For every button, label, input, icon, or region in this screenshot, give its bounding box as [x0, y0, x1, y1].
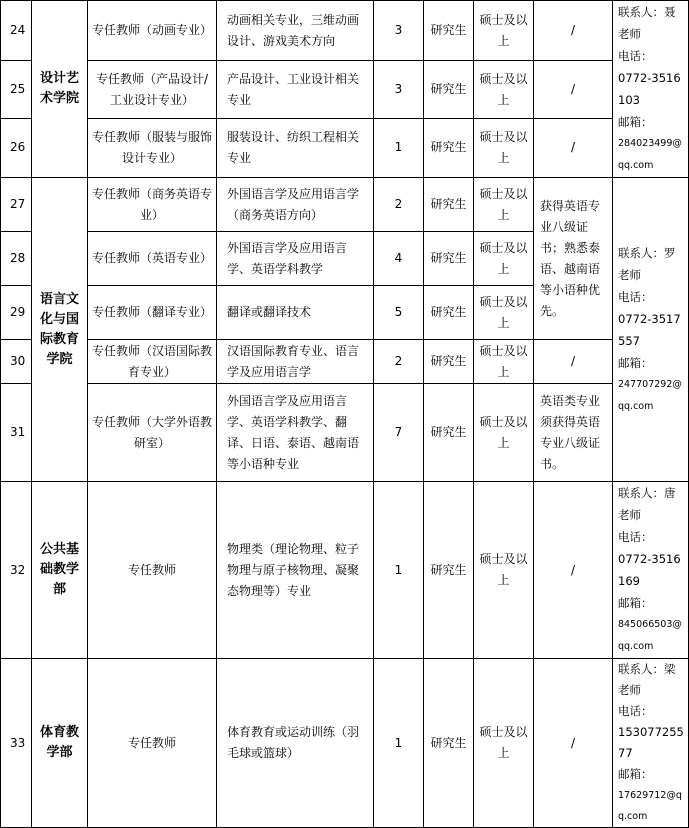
count-cell: 1 [374, 482, 424, 659]
contact-cell [613, 482, 689, 659]
contact-cell [613, 178, 689, 482]
row-number: 29 [1, 286, 32, 340]
row-number: 30 [1, 340, 32, 384]
row-number: 27 [1, 178, 32, 232]
degree-cell: 硕士及以上 [474, 178, 534, 232]
table-row [1, 178, 689, 232]
requirement-cell: / [534, 118, 613, 177]
table-row [1, 482, 689, 659]
phone-label: 电话： [618, 49, 653, 63]
position-cell: 专任教师 [88, 482, 217, 659]
education-cell: 研究生 [424, 178, 474, 232]
count-cell: 4 [374, 232, 424, 286]
row-number: 25 [1, 61, 32, 118]
education-cell: 研究生 [424, 659, 474, 828]
table-row [1, 118, 689, 177]
email-address: 845066503@qq.com [618, 619, 682, 652]
contact-person: 联系人：聂老师 [618, 5, 676, 41]
row-number: 28 [1, 232, 32, 286]
major-cell: 外国语言学及应用语言学（商务英语方向） [217, 178, 374, 232]
education-cell: 研究生 [424, 340, 474, 384]
contact-person: 联系人：梁老师 [618, 662, 676, 697]
table-row [1, 340, 689, 384]
position-cell: 专任教师（动画专业） [88, 1, 217, 61]
phone-label: 电话： [618, 289, 653, 304]
degree-cell: 硕士及以上 [474, 61, 534, 118]
education-cell: 研究生 [424, 118, 474, 177]
count-cell: 1 [374, 659, 424, 828]
phone-number: 0772-3517557 [618, 311, 681, 348]
email-address: 247707292@qq.com [618, 378, 682, 412]
position-cell: 专任教师 [88, 659, 217, 828]
count-cell: 7 [374, 384, 424, 482]
phone-label: 电话： [618, 530, 653, 544]
education-cell: 研究生 [424, 1, 474, 61]
table-row [1, 659, 689, 828]
cut-off-text-strip [0, 701, 689, 706]
major-cell: 物理类（理论物理、粒子物理与原子核物理、凝聚态物理等）专业 [217, 482, 374, 659]
education-cell: 研究生 [424, 286, 474, 340]
requirement-cell: / [534, 340, 613, 384]
count-cell: 2 [374, 340, 424, 384]
phone-number: 15307725577 [618, 725, 684, 760]
contact-cell [613, 1, 689, 178]
requirement-cell: / [534, 1, 613, 61]
degree-cell: 硕士及以上 [474, 286, 534, 340]
position-cell: 专任教师（翻译专业） [88, 286, 217, 340]
position-cell: 专任教师（产品设计/工业设计专业） [88, 61, 217, 118]
education-cell: 研究生 [424, 384, 474, 482]
row-number: 31 [1, 384, 32, 482]
count-cell: 1 [374, 118, 424, 177]
education-cell: 研究生 [424, 61, 474, 118]
table-row [1, 384, 689, 482]
major-cell: 外国语言学及应用语言学、英语学科教学 [217, 232, 374, 286]
email-label: 邮箱： [618, 596, 653, 610]
row-number: 24 [1, 1, 32, 61]
department-cell: 公共基础教学部 [32, 482, 88, 659]
phone-number: 0772-3516103 [618, 71, 681, 107]
degree-cell: 硕士及以上 [474, 118, 534, 177]
email-label: 邮箱： [618, 767, 653, 781]
email-address: 284023499@qq.com [618, 138, 682, 171]
degree-cell: 硕士及以上 [474, 232, 534, 286]
table-row [1, 61, 689, 118]
education-cell: 研究生 [424, 232, 474, 286]
requirement-cell: / [534, 61, 613, 118]
row-number: 26 [1, 118, 32, 177]
position-cell: 专任教师（服装与服饰设计专业） [88, 118, 217, 177]
row-number: 32 [1, 482, 32, 659]
count-cell: 5 [374, 286, 424, 340]
requirement-cell: 获得英语专业八级证书；熟悉泰语、越南语等小语种优先。 [534, 178, 613, 340]
degree-cell: 硕士及以上 [474, 482, 534, 659]
position-cell: 专任教师（大学外语教研室） [88, 384, 217, 482]
degree-cell: 硕士及以上 [474, 340, 534, 384]
major-cell: 产品设计、工业设计相关专业 [217, 61, 374, 118]
contact-person: 联系人：罗老师 [618, 245, 676, 282]
email-label: 邮箱： [618, 115, 653, 129]
contact-person: 联系人：唐老师 [618, 486, 676, 522]
position-cell: 专任教师（英语专业） [88, 232, 217, 286]
position-cell: 专任教师（商务英语专业） [88, 178, 217, 232]
contact-cell [613, 659, 689, 828]
email-label: 邮箱： [618, 355, 653, 370]
row-number: 33 [1, 659, 32, 828]
phone-number: 0772-3516169 [618, 552, 681, 588]
position-cell: 专任教师（汉语国际教育专业） [88, 340, 217, 384]
major-cell: 外国语言学及应用语言学、英语学科教学、翻译、日语、泰语、越南语等小语种专业 [217, 384, 374, 482]
major-cell: 体育教育或运动训练（羽毛球或篮球） [217, 659, 374, 828]
major-cell: 动画相关专业，三维动画设计、游戏美术方向 [217, 1, 374, 61]
major-cell: 服装设计、纺织工程相关专业 [217, 118, 374, 177]
count-cell: 3 [374, 61, 424, 118]
count-cell: 3 [374, 1, 424, 61]
department-cell: 语言文化与国际教育学院 [32, 178, 88, 482]
degree-cell: 硕士及以上 [474, 1, 534, 61]
degree-cell: 硕士及以上 [474, 384, 534, 482]
requirement-cell: / [534, 659, 613, 828]
requirement-cell: 英语类专业须获得英语专业八级证书。 [534, 384, 613, 482]
email-address: 17629712@qq.com [618, 790, 682, 822]
department-cell: 体育教学部 [32, 659, 88, 828]
education-cell: 研究生 [424, 482, 474, 659]
count-cell: 2 [374, 178, 424, 232]
degree-cell: 硕士及以上 [474, 659, 534, 828]
phone-label: 电话： [618, 704, 653, 718]
department-cell: 设计艺术学院 [32, 1, 88, 178]
table-row [1, 1, 689, 61]
major-cell: 翻译或翻译技术 [217, 286, 374, 340]
requirement-cell: / [534, 482, 613, 659]
major-cell: 汉语国际教育专业、语言学及应用语言学 [217, 340, 374, 384]
